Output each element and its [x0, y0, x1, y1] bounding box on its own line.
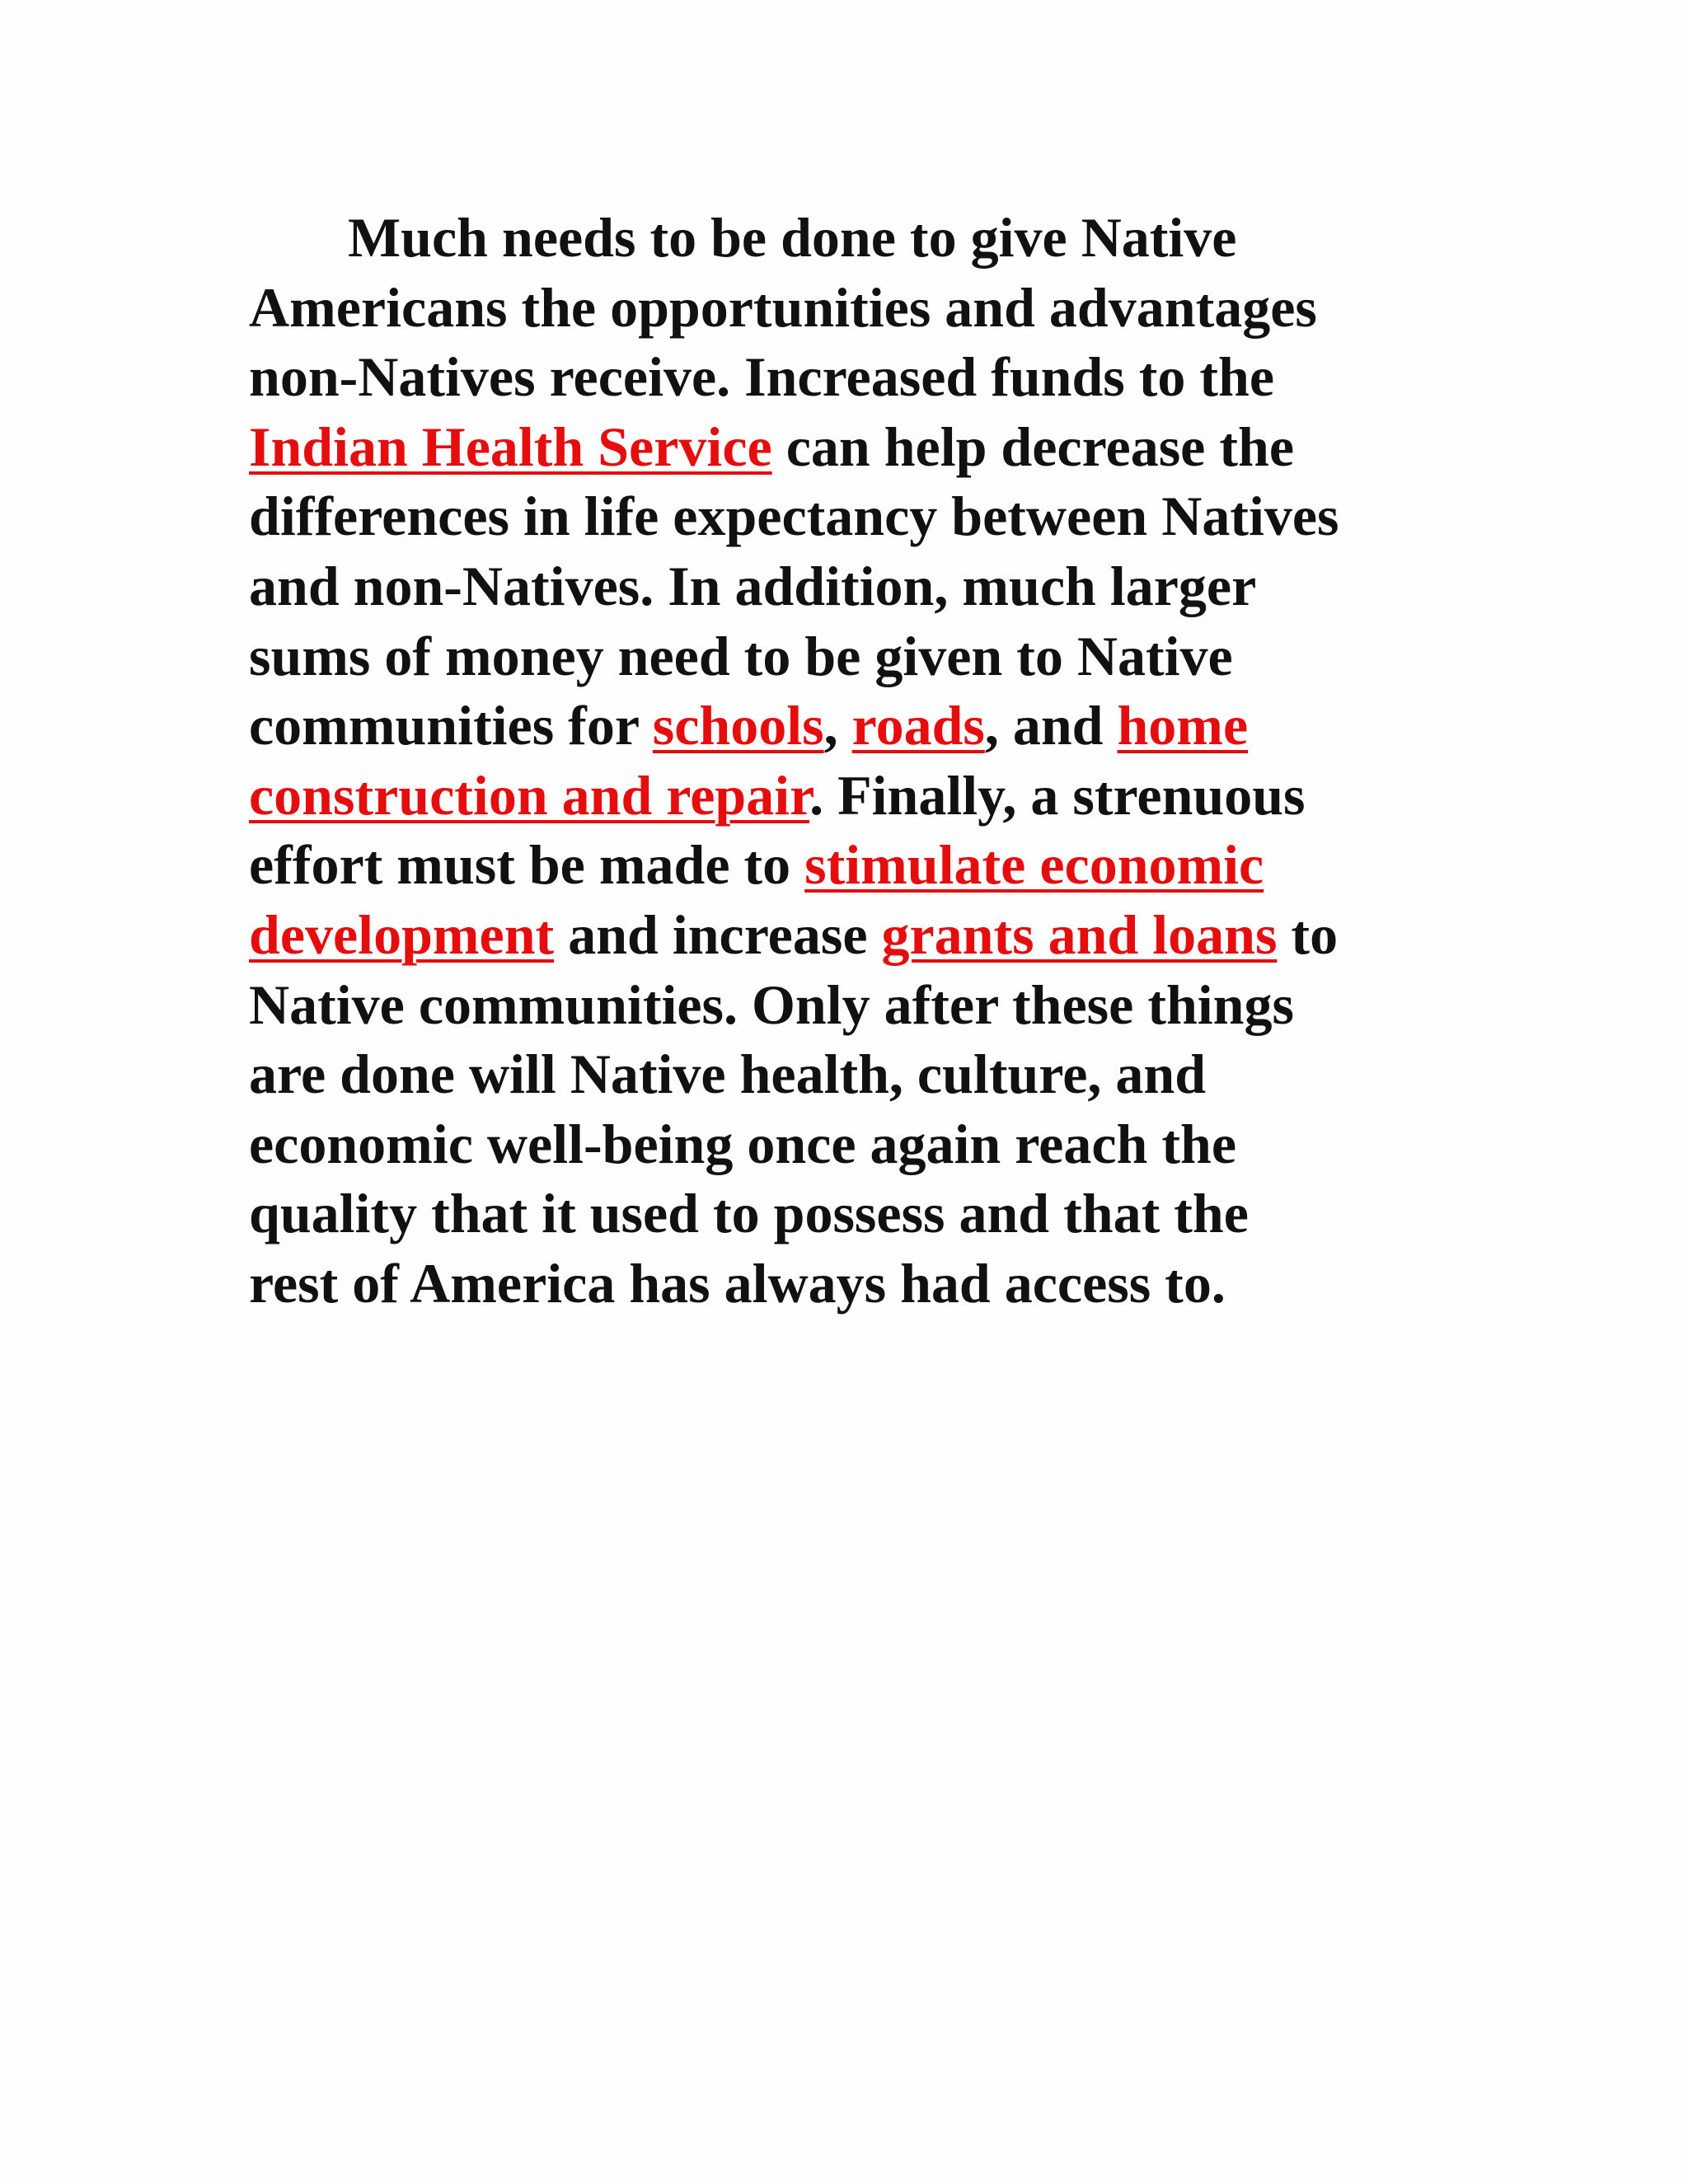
hyperlink[interactable]: roads	[851, 694, 985, 757]
text-run: , and	[984, 694, 1118, 757]
text-run: differences in life expectancy between Natives	[249, 485, 1339, 548]
text-line	[249, 1039, 1452, 1109]
text-line	[249, 481, 1452, 551]
body-paragraph	[249, 203, 1452, 1319]
text-line	[249, 203, 1452, 273]
text-run: non-Natives receive. Increased funds to the	[249, 345, 1275, 409]
text-line	[249, 970, 1452, 1040]
text-run: Americans the opportunities and advantages	[249, 275, 1317, 339]
text-line	[249, 412, 1452, 482]
text-line	[249, 761, 1452, 831]
text-run: Much needs to be done to give Native	[348, 206, 1237, 269]
text-line	[249, 1249, 1452, 1319]
text-run: can help decrease the	[771, 415, 1295, 478]
text-run: communities for	[249, 694, 653, 757]
text-run: ,	[823, 694, 852, 757]
text-run: and non-Natives. In addition, much larger	[249, 554, 1257, 617]
text-run: . Finally, a strenuous	[809, 763, 1306, 827]
text-run: quality that it used to possess and that the	[249, 1182, 1249, 1245]
text-run: economic well-being once again reach the	[249, 1112, 1237, 1175]
hyperlink[interactable]: stimulate economic	[804, 833, 1264, 897]
text-run: are done will Native health, culture, and	[249, 1043, 1207, 1106]
text-line	[249, 1179, 1452, 1249]
text-line	[249, 621, 1452, 691]
text-line	[249, 273, 1452, 343]
hyperlink[interactable]: home	[1117, 694, 1249, 757]
text-run: effort must be made to	[249, 833, 805, 897]
text-line	[249, 342, 1452, 412]
text-run: to	[1277, 902, 1339, 966]
text-run: Native communities. Only after these things	[249, 972, 1294, 1036]
hyperlink[interactable]: grants and loans	[881, 902, 1278, 966]
text-line	[249, 551, 1452, 621]
hyperlink[interactable]: Indian Health Service	[249, 415, 772, 478]
hyperlink[interactable]: construction and repair	[249, 763, 810, 827]
text-line	[249, 900, 1452, 970]
text-run: rest of America has always had access to.	[249, 1251, 1226, 1315]
text-line	[249, 830, 1452, 900]
text-run: and increase	[554, 902, 882, 966]
hyperlink[interactable]: development	[249, 902, 555, 966]
text-run: sums of money need to be given to Native	[249, 624, 1233, 687]
hyperlink[interactable]: schools	[652, 694, 824, 757]
text-line	[249, 1109, 1452, 1179]
text-line	[249, 691, 1452, 761]
